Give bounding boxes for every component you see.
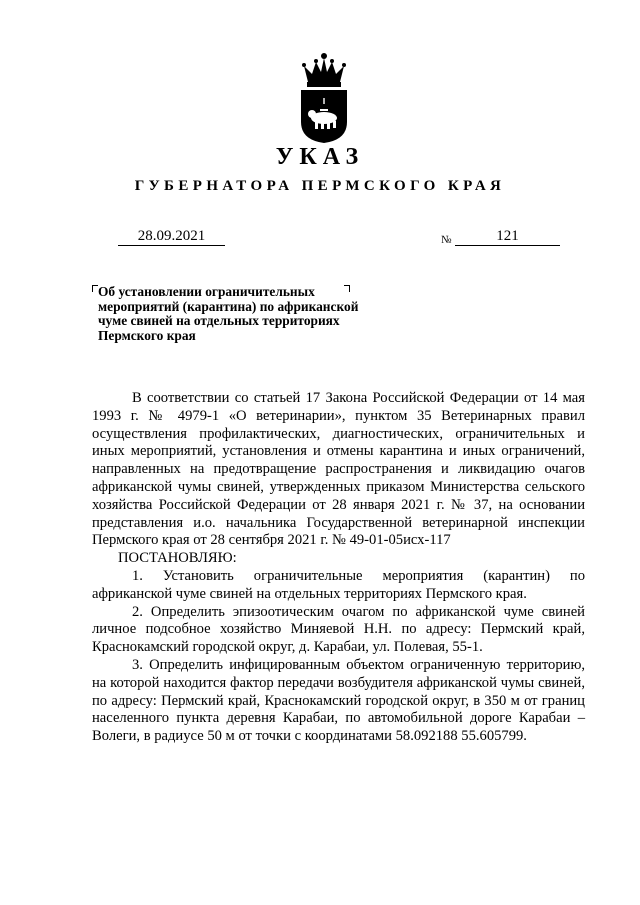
decree-item: 3. Определить инфицированным объектом ограниченную территорию, на которой находится фактор передачи возбудителя африканской чумы свиней, по адресу: Пермский край, Краснокамский городской округ, в 350 м от границ населенного пункта деревня Карабаи, по автомобильной дороге Карабаи – Волеги, в радиусе 50 м от точки с координатами 58.092188 55.605799.: [92, 656, 585, 745]
decree-word: ПОСТАНОВЛЯЮ:: [118, 550, 237, 567]
subject-line: мероприятий (карантина) по африканской: [98, 298, 359, 314]
coat-of-arms-icon: [296, 52, 352, 144]
subject-line: чуме свиней на отдельных территориях: [98, 313, 340, 328]
subject-line: Пермского края: [98, 327, 196, 343]
number-label: №: [441, 234, 452, 246]
subject-line: Об установлении ограничительных: [98, 284, 315, 299]
document-date: 28.09.2021: [118, 228, 225, 246]
document-subject: [98, 285, 398, 343]
decree-item: 2. Определить эпизоотическим очагом по африканской чуме свиней личное подсобное хозяйство Миняевой Н.Н. по адресу: Пермский край, Краснокамский городской округ, д. Карабаи, ул. Полевая, 55-1.: [92, 603, 585, 656]
document-body: [92, 390, 585, 746]
document-title: УКАЗ: [275, 144, 365, 170]
document-subtitle: ГУБЕРНАТОРА ПЕРМСКОГО КРАЯ: [134, 178, 506, 194]
document-number: 121: [455, 228, 560, 246]
preamble-paragraph: В соответствии со статьей 17 Закона Российской Федерации от 14 мая 1993 г. № 4979-1 «О ветеринарии», пунктом 35 Ветеринарных правил осуществления профилактических, диагностических, ограничительных и иных мероприятий, установления и отмены карантина и иных ограничений, направленных на предотвращение распространения и ликвидацию очагов африканской чумы свиней, утвержденных приказом Министерства сельского хозяйства Российской Федерации от 28 января 2021 г. № 37, на основании представления и.о. начальника Государственной ветеринарной инспекции Пермского края от 28 сентября 2021 г. № 49-01-05исх-117: [92, 390, 585, 549]
decree-item: 1. Установить ограничительные мероприятия (карантин) по африканской чуме свиней на отдельных территориях Пермского края.: [92, 567, 585, 602]
